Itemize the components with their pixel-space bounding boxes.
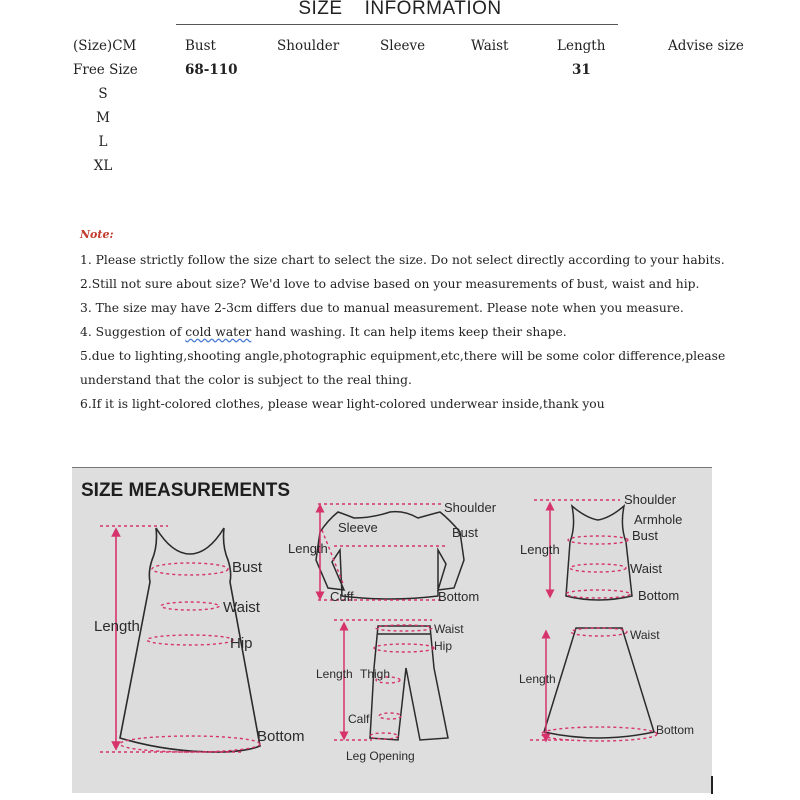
- pants-label-calf: Calf: [348, 712, 370, 726]
- top-label-cuff: Cuff: [330, 589, 354, 604]
- tank-label-length: Length: [520, 542, 560, 557]
- col-header-advise-size: Advise size: [668, 38, 744, 54]
- tank-label-bottom: Bottom: [638, 588, 680, 603]
- top-label-bust: Bust: [452, 525, 479, 540]
- title-rule: [176, 24, 618, 25]
- note-2: 2.Still not sure about size? We'd love to advise based on your measurements of bust, waist and hip.: [80, 277, 700, 291]
- pants-label-length: Length: [316, 667, 353, 681]
- col-header-waist: Waist: [471, 38, 509, 54]
- size-measurements-figure: [72, 468, 712, 793]
- tank-label-waist: Waist: [630, 561, 663, 576]
- figure-title: SIZE MEASUREMENTS: [81, 480, 291, 501]
- dress-label-bust: Bust: [232, 559, 263, 576]
- row-size-free: Free Size: [73, 62, 138, 78]
- row-size-m: M: [96, 110, 110, 126]
- note-title: Note:: [80, 228, 114, 241]
- row-size-xl: XL: [93, 158, 113, 174]
- row-size-s: S: [98, 86, 108, 102]
- skirt-label-bottom: Bottom: [656, 723, 695, 737]
- note-4: 4. Suggestion of cold water hand washing. It can help items keep their shape.: [80, 325, 567, 339]
- skirt-label-length: Length: [519, 672, 556, 686]
- tank-label-shoulder: Shoulder: [624, 492, 677, 507]
- pants-label-thigh: Thigh: [360, 667, 391, 681]
- skirt-diagram: [544, 628, 654, 738]
- page-title: [0, 0, 800, 20]
- corner-mark: [711, 776, 713, 794]
- note-3: 3. The size may have 2-3cm differs due to manual measurement. Please note when you measure.: [80, 301, 684, 315]
- col-header-sleeve: Sleeve: [380, 38, 426, 54]
- top-label-sleeve: Sleeve: [338, 520, 378, 535]
- note-5-continued: understand that the color is subject to the real thing.: [80, 373, 412, 387]
- top-label-bottom: Bottom: [438, 589, 480, 604]
- skirt-label-waist: Waist: [630, 628, 660, 642]
- note-1: 1. Please strictly follow the size chart to select the size. Do not select directly according to your habits.: [80, 253, 725, 267]
- title-size: SIZE: [298, 0, 343, 19]
- pants-label-waist: Waist: [434, 622, 464, 636]
- col-header-length: Length: [557, 38, 606, 54]
- tank-label-armhole: Armhole: [634, 512, 683, 527]
- col-header-bust: Bust: [185, 38, 216, 54]
- pants-label-leg-opening: Leg Opening: [346, 749, 415, 763]
- row-size-l: L: [98, 134, 108, 150]
- measurement-diagrams: [72, 468, 712, 793]
- pants-label-hip: Hip: [434, 639, 453, 653]
- col-header-shoulder: Shoulder: [277, 38, 340, 54]
- col-header-size: (Size)CM: [73, 38, 137, 54]
- title-information: INFORMATION: [364, 0, 502, 19]
- note-5: 5.due to lighting,shooting angle,photographic equipment,etc,there will be some color difference,please: [80, 349, 726, 363]
- row-free-bust: 68-110: [185, 62, 238, 78]
- dress-label-length: Length: [94, 618, 140, 635]
- tank-label-bust: Bust: [632, 528, 659, 543]
- dress-label-waist: Waist: [223, 599, 260, 616]
- tank-diagram: [566, 506, 632, 600]
- top-label-shoulder: Shoulder: [444, 500, 497, 515]
- cold-water-highlight: cold water: [185, 325, 252, 339]
- note-6: 6.If it is light-colored clothes, please wear light-colored underwear inside,thank you: [80, 397, 605, 411]
- top-label-length: Length: [288, 541, 328, 556]
- row-free-length: 31: [572, 62, 591, 78]
- dress-label-hip: Hip: [230, 635, 253, 652]
- dress-label-bottom: Bottom: [257, 728, 305, 745]
